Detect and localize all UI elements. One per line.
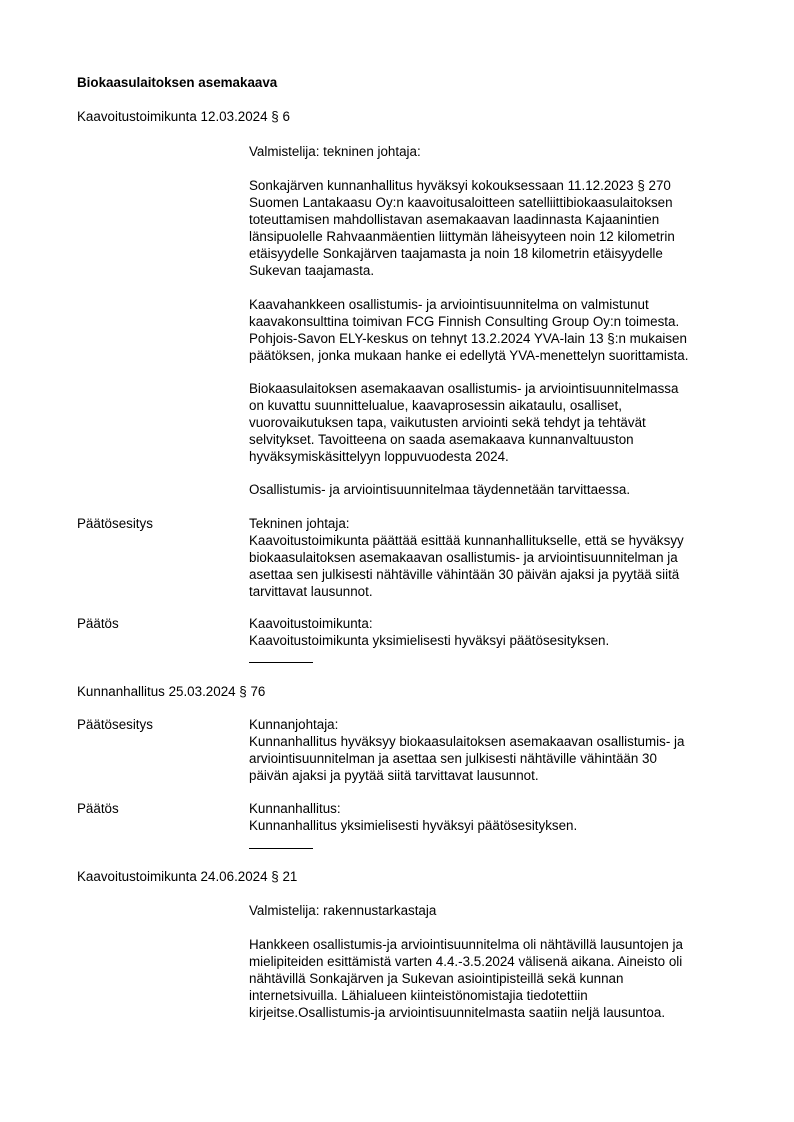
meeting-header-1: Kaavoitustoimikunta 12.03.2024 § 6 bbox=[77, 109, 290, 124]
proposal-2 bbox=[249, 716, 749, 784]
text-line: asettaa sen julkisesti nähtäville vähintään 30 päivän ajaksi ja pyytää siitä bbox=[249, 567, 680, 582]
text-line: Suomen Lantakaasu Oy:n kaavoitusaloitteen satelliittibiokaasulaitoksen bbox=[249, 195, 673, 210]
text-line: Sukevan taajamasta. bbox=[249, 263, 375, 278]
text-line: Hankkeen osallistumis-ja arviointisuunnitelma oli nähtävillä lausuntojen ja bbox=[249, 937, 683, 952]
text-line: on kuvattu suunnittelualue, kaavaprosessin aikataulu, osalliset, bbox=[249, 398, 622, 413]
meeting-header-2: Kunnanhallitus 25.03.2024 § 76 bbox=[77, 684, 266, 699]
proposal-label-1: Päätösesitys bbox=[77, 516, 153, 531]
preparer-line: Valmistelija: rakennustarkastaja bbox=[249, 903, 437, 918]
text-line: vuorovaikutuksen tapa, vaikutusten arviointi sekä tehdyt ja tehtävät bbox=[249, 415, 646, 430]
meeting-header-3: Kaavoitustoimikunta 24.06.2024 § 21 bbox=[77, 869, 298, 884]
proposal-1 bbox=[249, 515, 749, 600]
text-line: kirjeitse.Osallistumis-ja arviointisuunnitelmasta saatiin neljä lausuntoa. bbox=[249, 1005, 666, 1020]
text-line: päivän ajaksi ja pyytää siitä tarvittavat lausunnot. bbox=[249, 768, 539, 783]
meeting1-paragraph-1 bbox=[249, 177, 749, 279]
text-line: tarvittavat lausunnot. bbox=[249, 584, 373, 599]
text-line: Kaavoitustoimikunta: bbox=[249, 616, 373, 631]
preparer-1 bbox=[249, 143, 749, 160]
meeting1-paragraph-2 bbox=[249, 296, 749, 364]
text-line: toteuttamisen mahdollistavan asemakaavan laadinnasta Kajaanintien bbox=[249, 212, 660, 227]
decision-1 bbox=[249, 615, 749, 649]
meeting3-paragraph-1 bbox=[249, 936, 749, 1021]
text-line: päätöksen, jonka mukaan hanke ei edellytä YVA-menettelyn suorittamista. bbox=[249, 348, 689, 363]
text-line: Kunnanhallitus: bbox=[249, 801, 341, 816]
text-line: Kunnanhallitus hyväksyy biokaasulaitoksen asemakaavan osallistumis- ja bbox=[249, 734, 685, 749]
text-line: hyväksymiskäsittelyyn loppuvuodesta 2024. bbox=[249, 449, 509, 464]
text-line: biokaasulaitoksen asemakaavan osallistumis- ja arviointisuunnitelman ja bbox=[249, 550, 678, 565]
proposal-label-2: Päätösesitys bbox=[77, 717, 153, 732]
text-line: Tekninen johtaja: bbox=[249, 516, 350, 531]
text-line: internetsivuilla. Lähialueen kiinteistönomistajia tiedotettiin bbox=[249, 988, 588, 1003]
section-divider bbox=[249, 848, 313, 849]
preparer-line: Valmistelija: tekninen johtaja: bbox=[249, 144, 421, 159]
text-line: etäisyydelle Sonkajärven taajamasta ja noin 18 kilometrin etäisyydelle bbox=[249, 246, 663, 261]
text-line: Kaavahankkeen osallistumis- ja arviointisuunnitelma on valmistunut bbox=[249, 297, 649, 312]
text-line: Kaavoitustoimikunta yksimielisesti hyväksyi päätösesityksen. bbox=[249, 633, 610, 648]
text-line: nähtävillä Sonkajärven ja Sukevan asiointipisteillä sekä kunnan bbox=[249, 971, 624, 986]
text-line: Kunnanjohtaja: bbox=[249, 717, 339, 732]
text-line: Sonkajärven kunnanhallitus hyväksyi kokouksessaan 11.12.2023 § 270 bbox=[249, 178, 671, 193]
decision-label-2: Päätös bbox=[77, 801, 119, 816]
text-line: Kunnanhallitus yksimielisesti hyväksyi päätösesityksen. bbox=[249, 818, 578, 833]
decision-2 bbox=[249, 800, 749, 834]
text-line: mielipiteiden esittämistä varten 4.4.-3.5.2024 välisenä aikana. Aineisto oli bbox=[249, 954, 683, 969]
text-line: länsipuolelle Rahvaanmäentien liittymän läheisyyteen noin 12 kilometrin bbox=[249, 229, 675, 244]
preparer-3 bbox=[249, 902, 749, 919]
decision-label-1: Päätös bbox=[77, 616, 119, 631]
text-line: Pohjois-Savon ELY-keskus on tehnyt 13.2.2024 YVA-lain 13 §:n mukaisen bbox=[249, 331, 687, 346]
text-line: Kaavoitustoimikunta päättää esittää kunnanhallitukselle, että se hyväksyy bbox=[249, 533, 684, 548]
section-divider bbox=[249, 662, 313, 663]
text-line: selvitykset. Tavoitteena on saada asemakaava kunnanvaltuuston bbox=[249, 432, 634, 447]
text-line: Biokaasulaitoksen asemakaavan osallistumis- ja arviointisuunnitelmassa bbox=[249, 381, 679, 396]
meeting1-paragraph-3 bbox=[249, 380, 749, 465]
text-line: kaavakonsulttina toimivan FCG Finnish Consulting Group Oy:n toimesta. bbox=[249, 314, 680, 329]
document-title: Biokaasulaitoksen asemakaava bbox=[77, 75, 278, 90]
text-line: arviointisuunnitelman ja asettaa sen julkisesti nähtäville vähintään 30 bbox=[249, 751, 657, 766]
meeting1-paragraph-4 bbox=[249, 481, 749, 498]
text-line: Osallistumis- ja arviointisuunnitelmaa täydennetään tarvittaessa. bbox=[249, 482, 631, 497]
